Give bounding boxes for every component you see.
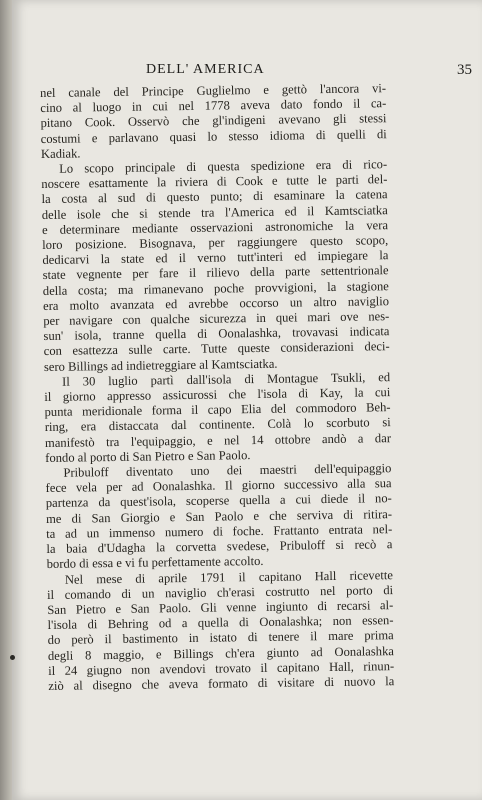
text-line: la baia d'Udagha la corvetta svedese, Pribuloff si recò a	[46, 537, 393, 557]
text-line: delle isole che si stende tra l'America ed il Kamtsciatka	[41, 202, 388, 222]
text-line: loro posizione. Bisognava, per raggiungere questo scopo,	[42, 233, 389, 253]
running-head: DELL' AMERICA	[146, 62, 265, 77]
text-line: fondo al porto di San Pietro e San Paolo.	[45, 447, 251, 465]
text-line: Pribuloff diventato uno dei maestri dell'equipaggio	[63, 461, 392, 480]
page-header	[62, 62, 472, 82]
text-line: per navigare con qualche sicurezza in quei mari ove nes-	[43, 309, 390, 329]
page-number: 35	[457, 62, 472, 78]
text-line: ta ad un immenso numero di foche. Frattanto entrata nel-	[46, 522, 393, 541]
text-line: era molto avanzata ed avrebbe occorso un altro naviglio	[42, 293, 390, 313]
text-line: state vegnente per fare il rilievo della parte settentrionale	[42, 263, 389, 283]
text-line: Kadiak.	[40, 146, 81, 161]
text-line: partenza da quest'isola, scoperse quella a cui diede il no-	[45, 491, 392, 511]
text-line: ring, era distaccata dal continente. Colà lo scorbuto si	[44, 415, 391, 435]
text-line: bordo di essa e vi fu perfettamente accolto.	[46, 554, 264, 572]
text-line: l'isola di Behring od a quella di Oonalashka; non essen-	[47, 613, 394, 633]
text-line: con esattezza sulle carte. Tutte queste considerazioni deci-	[43, 339, 390, 359]
text-line: manifestò tra l'equipaggio, e nel 14 ottobre andò a dar	[44, 430, 392, 450]
text-line: sero Billings ad indietreggiare al Kamtsciatka.	[43, 356, 278, 374]
text-line: punta meridionale forma il capo Elia del commodoro Beh-	[44, 400, 391, 420]
text-line: e determinare mediante osservazioni astronomiche la vera	[41, 217, 389, 237]
ink-spot	[10, 655, 15, 660]
text-line: costumi e parlavano quasi lo stesso idioma di quelli di	[40, 126, 387, 146]
text-line: Il 30 luglio partì dall'isola di Montague Tsukli, ed	[62, 370, 391, 389]
text-line: della costa; ma rimanevano poche provvigioni, la stagione	[42, 278, 389, 298]
text-line: do però il bastimento in istato di tenere il mare prima	[47, 628, 394, 648]
text-line: degli 8 maggio, e Billings ch'era giunto ad Oonalashka	[47, 643, 395, 663]
text-line: San Pietro e San Paolo. Gli venne ingiunto di recarsi al-	[47, 598, 394, 617]
body-text	[40, 81, 394, 694]
text-line: fece vela per ad Oonalashka. Il giorno successivo alla sua	[45, 476, 392, 496]
text-line: il 24 giugno non avendovi trovato il capitano Hall, rinun-	[48, 658, 395, 678]
text-line: il comando di un naviglio ch'erasi costrutto nel porto di	[47, 582, 394, 602]
text-line: dedicarvi la state ed il verno tutt'interi ed impiegare la	[42, 248, 389, 268]
text-line: cino al luogo in cui nel 1778 aveva dato fondo il ca-	[40, 96, 387, 116]
text-line: me di San Giorgio e San Paolo e che serviva di ritira-	[45, 506, 393, 526]
text-line: sun' isola, tranne quella di Oonalashka, trovavasi indicata	[43, 324, 390, 344]
text-line: Lo scopo principale di questa spedizione era di rico-	[59, 157, 388, 176]
book-page	[12, 0, 482, 800]
text-line: Nel mese di aprile 1791 il capitano Hall ricevette	[64, 567, 393, 587]
text-line: la costa al sud di questo punto; di esaminare la catena	[41, 187, 388, 207]
text-line: noscere esattamente la riviera di Cook e tutte le parti del-	[41, 172, 388, 192]
text-line: il giorno appresso assicurossi che l'isola di Kay, la cui	[44, 385, 391, 405]
text-line: ziò al disegno che aveva formato di visitare di nuovo la	[48, 674, 395, 693]
text-line: pitano Cook. Osservò che gl'indigeni avevano gli stessi	[40, 111, 387, 131]
text-line: nel canale del Principe Guglielmo e gettò l'ancora vi-	[40, 81, 387, 100]
